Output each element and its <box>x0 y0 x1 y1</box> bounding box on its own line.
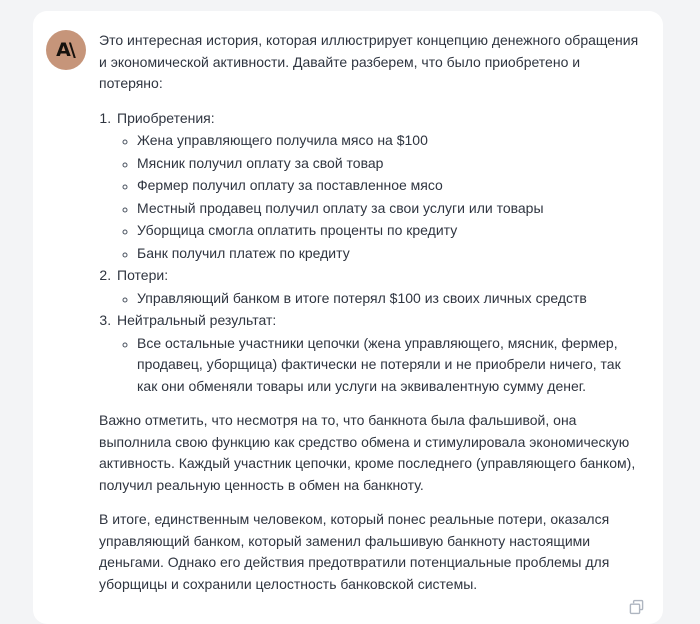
bullet-item: ◦ Местный продавец получил оплату за свои услуги или товары <box>137 198 643 220</box>
summary-ordered-list <box>99 108 643 398</box>
bullet-item: ◦ Банк получил платеж по кредиту <box>137 243 643 265</box>
note-paragraph: Важно отметить, что несмотря на то, что банкнота была фальшивой, она выполнила свою функцию как средство обмена и стимулировала экономическую активность. Каждый участник цепочки, кроме последнего (управляющего банком), получил реальную ценность в обмен на банкноту. <box>99 412 636 493</box>
conclusion-paragraph: В итоге, единственным человеком, который понес реальные потери, оказался управляющий банком, который заменил фальшивую банкноту настоящими деньгами. Однако его действия предотвратили потенциальные проблемы для уборщицы и сохранили целостность банковской системы. <box>99 511 610 592</box>
message-content <box>99 28 643 618</box>
message-actions <box>99 597 643 618</box>
assistant-message-card <box>33 11 663 624</box>
bullet-item: ◦ Управляющий банком в итоге потерял $100 из своих личных средств <box>137 288 643 310</box>
section-title: Приобретения: <box>117 109 215 126</box>
section-title: Потери: <box>117 267 169 283</box>
list-section-losses <box>115 265 643 309</box>
bullet-item: ◦ Фермер получил оплату за поставленное мясо <box>137 175 643 197</box>
bullet-item: ◦ Мясник получил оплату за свой товар <box>137 153 643 175</box>
list-section-neutral <box>115 310 643 397</box>
bullet-item: ◦ Все остальные участники цепочки (жена управляющего, мясник, фермер, продавец, уборщица) фактически не потеряли и не приобрели ничего, так как они обменяли товары или услуги на эквивалентную сумму денег. <box>137 333 643 398</box>
bullet-item: ◦ Жена управляющего получила мясо на $100 <box>137 130 643 152</box>
anthropic-logo-icon: A\ <box>56 38 74 61</box>
neutral-bullet-list <box>117 333 643 398</box>
losses-bullet-list <box>117 288 643 310</box>
section-title: Нейтральный результат: <box>117 312 277 328</box>
acquisitions-bullet-list <box>117 130 643 264</box>
assistant-avatar <box>46 30 86 70</box>
intro-paragraph: Это интересная история, которая иллюстрирует концепцию денежного обращения и экономической активности. Давайте разберем, что было приобретено и потеряно: <box>99 32 639 91</box>
list-section-acquisitions <box>115 108 643 265</box>
copy-button[interactable] <box>626 597 647 618</box>
copy-icon <box>628 599 645 616</box>
bullet-item: ◦ Уборщица смогла оплатить проценты по кредиту <box>137 220 643 242</box>
